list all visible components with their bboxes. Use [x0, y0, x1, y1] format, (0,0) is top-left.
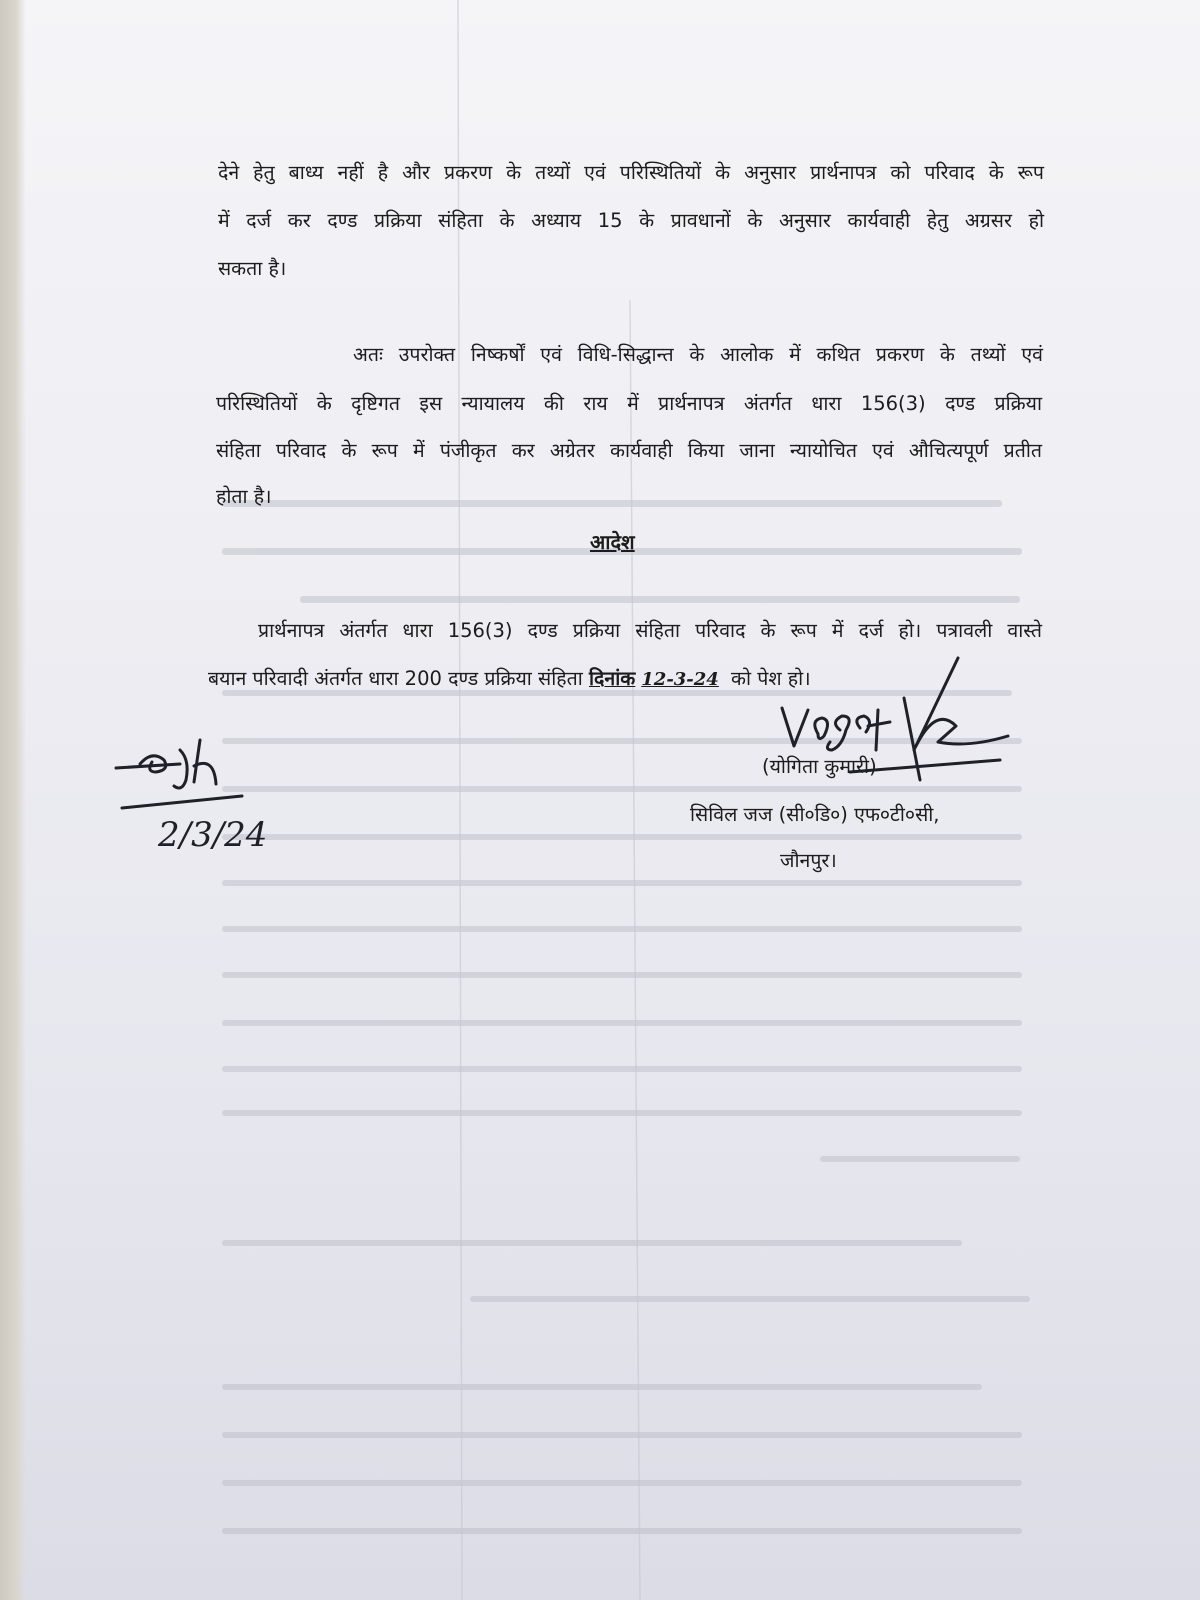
order-line1: प्रार्थनापत्र अंतर्गत धारा 156(3) दण्ड प्रक्रिया संहिता परिवाद के रूप में दर्ज हो। पत्रावली वास्ते [258, 619, 1042, 642]
signatory-name: (योगिता कुमारी) [762, 755, 877, 778]
order-line2-prefix: बयान परिवादी अंतर्गत धारा 200 दण्ड प्रक्रिया संहिता [208, 667, 583, 690]
paragraph1-line2: में दर्ज कर दण्ड प्रक्रिया संहिता के अध्याय 15 के प्रावधानों के अनुसार कार्यवाही हेतु अग्रसर हो [218, 209, 1044, 232]
order-line2 [208, 664, 811, 691]
paragraph2-line3: संहिता परिवाद के रूप में पंजीकृत कर अग्रेतर कार्यवाही किया जाना न्यायोचित एवं औचित्यपूर्ण प्रतीत [216, 439, 1042, 462]
paragraph2-line2: परिस्थितियों के दृष्टिगत इस न्यायालय की राय में प्रार्थनापत्र अंतर्गत धारा 156(3) दण्ड प्रक्रिया [216, 392, 1042, 415]
paragraph2-line4: होता है। [216, 485, 272, 508]
paragraph1-line3: सकता है। [218, 257, 287, 280]
signatory-place: जौनपुर। [780, 849, 837, 872]
judge-signature [760, 650, 1020, 790]
order-line2-suffix: को पेश हो। [731, 667, 811, 690]
paragraph2-line1: अतः उपरोक्त निष्कर्षों एवं विधि-सिद्धान्त के आलोक में कथित प्रकरण के तथ्यों एवं [353, 343, 1043, 366]
marginal-date: 2/3/24 [158, 815, 268, 855]
signatory-designation: सिविल जज (सी०डि०) एफ०टी०सी, [690, 803, 940, 826]
order-heading: आदेश [590, 530, 635, 554]
handwritten-date: 12-3-24 [641, 669, 719, 690]
marginal-initials [110, 738, 290, 858]
paragraph1-line1: देने हेतु बाध्य नहीं है और प्रकरण के तथ्यों एवं परिस्थितियों के अनुसार प्रार्थनापत्र को परिवाद के रूप [218, 161, 1044, 184]
date-label: दिनांक [589, 667, 636, 690]
